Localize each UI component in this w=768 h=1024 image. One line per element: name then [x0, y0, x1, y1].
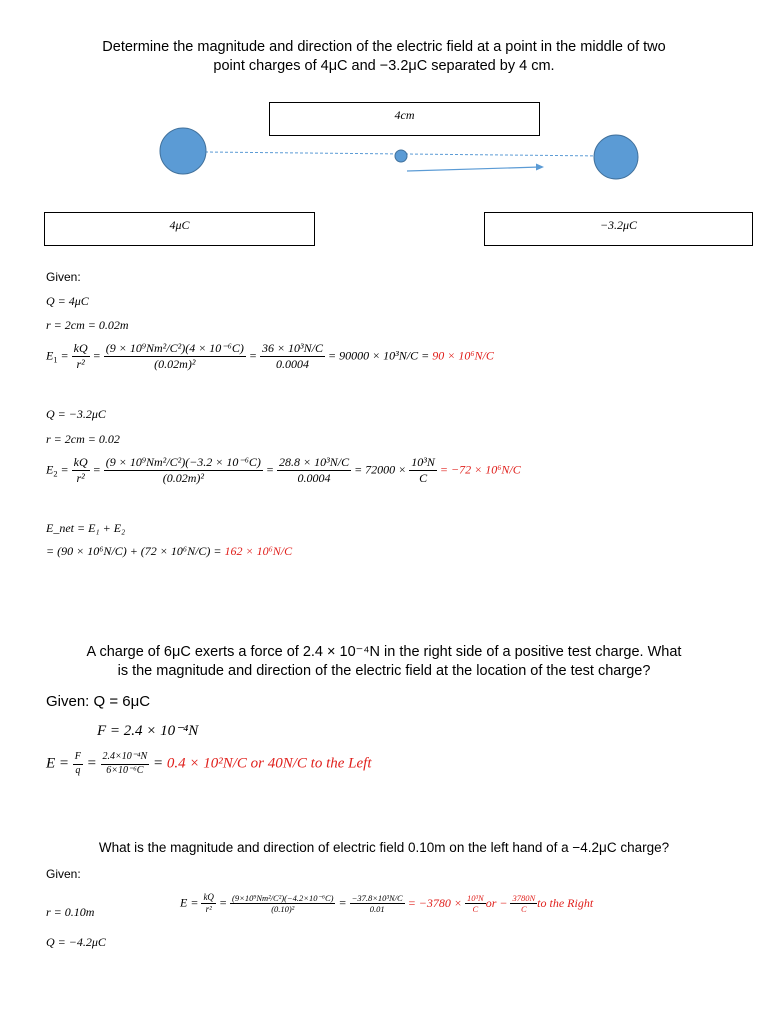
- e-equation-3: E = $\frac{kQ}{\text{r²}}$ = $\frac{\text{(9×10⁹Nm²/C²)(−4.2×10⁻⁶C)}}{\text{(0.10)²}}$ = $\frac{\text{−37.8×10³N/C}}{0.01}$ = −3780 × $\frac{\text{10³N}}{C}$ or − $\frac{3780N}{C}$ to the Right: [180, 892, 594, 915]
- force: F = 2.4 × 10⁻⁴N: [97, 723, 199, 739]
- e2-result: −72 × 10⁶N/C: [451, 462, 521, 477]
- q1: Q = 4μC: [46, 294, 89, 308]
- given-2: Given: Q = 6μC: [46, 693, 151, 710]
- problem-3-question: What is the magnitude and direction of electric field 0.10m on the left hand of a −4.2μC charge?: [98, 840, 670, 855]
- e1-equation: $E_1$ = $\frac{kQ}{\text{r²}}$ = $\frac{\text{(9 × 10⁹Nm²/C²)(4 × 10⁻⁶C)}}{\text{(0.02m)²}}$ = $\frac{\text{36 × 10³N/C}}{0.0004}$ = 90000 × 10³N/C = 90 × 10⁶N/C: [46, 341, 494, 371]
- field-arrow: [407, 167, 540, 171]
- problem-2-question: A charge of 6μC exerts a force of 2.4 × 10⁻⁴N in the right side of a positive test charge. What is the magnitude and direction of the electric field at the location of the test charge?: [86, 644, 682, 679]
- r3: r = 0.10m: [46, 905, 95, 919]
- result-3: = −3780 × $\frac{\text{10³N}}{C}$ or − $\frac{3780N}{C}$ to the Right: [407, 892, 594, 915]
- e2-equation: $E_2$ = $\frac{kQ}{\text{r²}}$ = $\frac{\text{(9 × 10⁹Nm²/C²)(−3.2 × 10⁻⁶C)}}{\text{(0.02m)²}}$ = $\frac{\text{28.8 × 10³N/C}}{0.0004}$ = 72000 × $\frac{\text{10³N}}{C}$ = −72 × 10⁶N/C: [46, 455, 521, 485]
- e-equation-2: E = $\frac{F}{q}$ = $\frac{\text{2.4×10⁻⁴N}}{\text{6×10⁻⁶C}}$ = 0.4 × 10²N/C or 40N/C to the Left: [46, 751, 372, 776]
- distance-box: 4cm: [269, 102, 540, 136]
- right-charge-box: −3.2μC: [484, 212, 753, 246]
- arrow-head-icon: [536, 164, 544, 171]
- enet-result: 162 × 10⁶N/C: [224, 544, 293, 558]
- left-charge: [160, 128, 206, 174]
- result-2: 0.4 × 10²N/C or 40N/C to the Left: [166, 755, 372, 772]
- midpoint: [395, 150, 407, 162]
- q2: Q = −3.2μC: [46, 407, 106, 421]
- charges-diagram: [150, 125, 650, 185]
- r2: r = 2cm = 0.02: [46, 432, 120, 446]
- q3: Q = −4.2μC: [46, 935, 106, 949]
- kq-fraction: $\frac{kQ}{\text{r²}}$: [73, 341, 88, 371]
- substitution-fraction: $\frac{\text{(9 × 10⁹Nm²/C²)(4 × 10⁻⁶C)}}{\text{(0.02m)²}}$: [105, 341, 244, 371]
- given-3: Given:: [46, 867, 81, 881]
- e1-result: 90 × 10⁶N/C: [432, 348, 494, 363]
- problem-1-question: Determine the magnitude and direction of the electric field at a point in the middle of two point charges of 4μC and −3.2μC separated by 4 cm.: [102, 39, 666, 74]
- given-1: Given:: [46, 270, 81, 284]
- r1: r = 2cm = 0.02m: [46, 318, 129, 332]
- enet-equation: E_net = E₁ + E₂: [46, 521, 126, 535]
- enet-calc: = (90 × 10⁶N/C) + (72 × 10⁶N/C) = 162 × 10⁶N/C: [46, 544, 293, 558]
- left-charge-box: 4μC: [44, 212, 315, 246]
- step-fraction: $\frac{\text{36 × 10³N/C}}{0.0004}$: [261, 341, 323, 371]
- right-charge: [594, 135, 638, 179]
